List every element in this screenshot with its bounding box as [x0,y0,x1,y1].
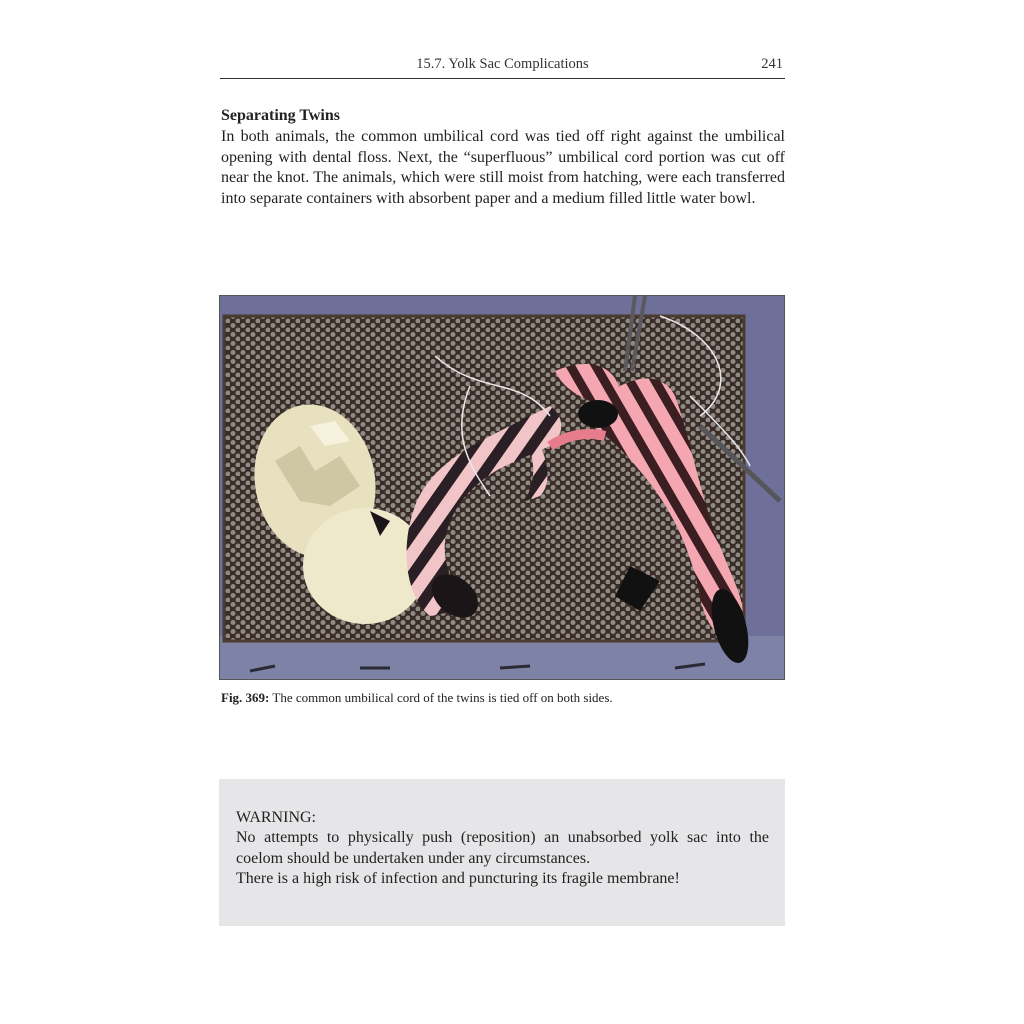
warning-box [219,779,785,926]
photo-illustration [220,296,785,680]
section-heading: Separating Twins [221,107,340,124]
figure-caption-text: The common umbilical cord of the twins is tied off on both sides. [269,690,613,705]
warning-title: WARNING: [236,809,316,826]
body-paragraph: In both animals, the common umbilical cord was tied off right against the umbilical opening with dental floss. Next, the “superfluous” umbilical cord portion was cut off near the knot. The animals, which were still moist from hatching, were each transferred into separate containers with absorbent paper and a medium filled little water bowl. [221,128,785,207]
warning-line-2: There is a high risk of infection and puncturing its fragile membrane! [236,870,680,888]
page-number: 241 [761,56,783,72]
running-header-title: 15.7. Yolk Sac Complications [416,56,589,72]
running-header [220,56,785,79]
warning-line-1: No attempts to physically push (reposition) an unabsorbed yolk sac into the coelom should be undertaken under any circumstances. [236,829,769,867]
figure-label: Fig. 369: [221,690,270,705]
figure-caption [221,690,613,706]
figure-photo [219,295,785,680]
